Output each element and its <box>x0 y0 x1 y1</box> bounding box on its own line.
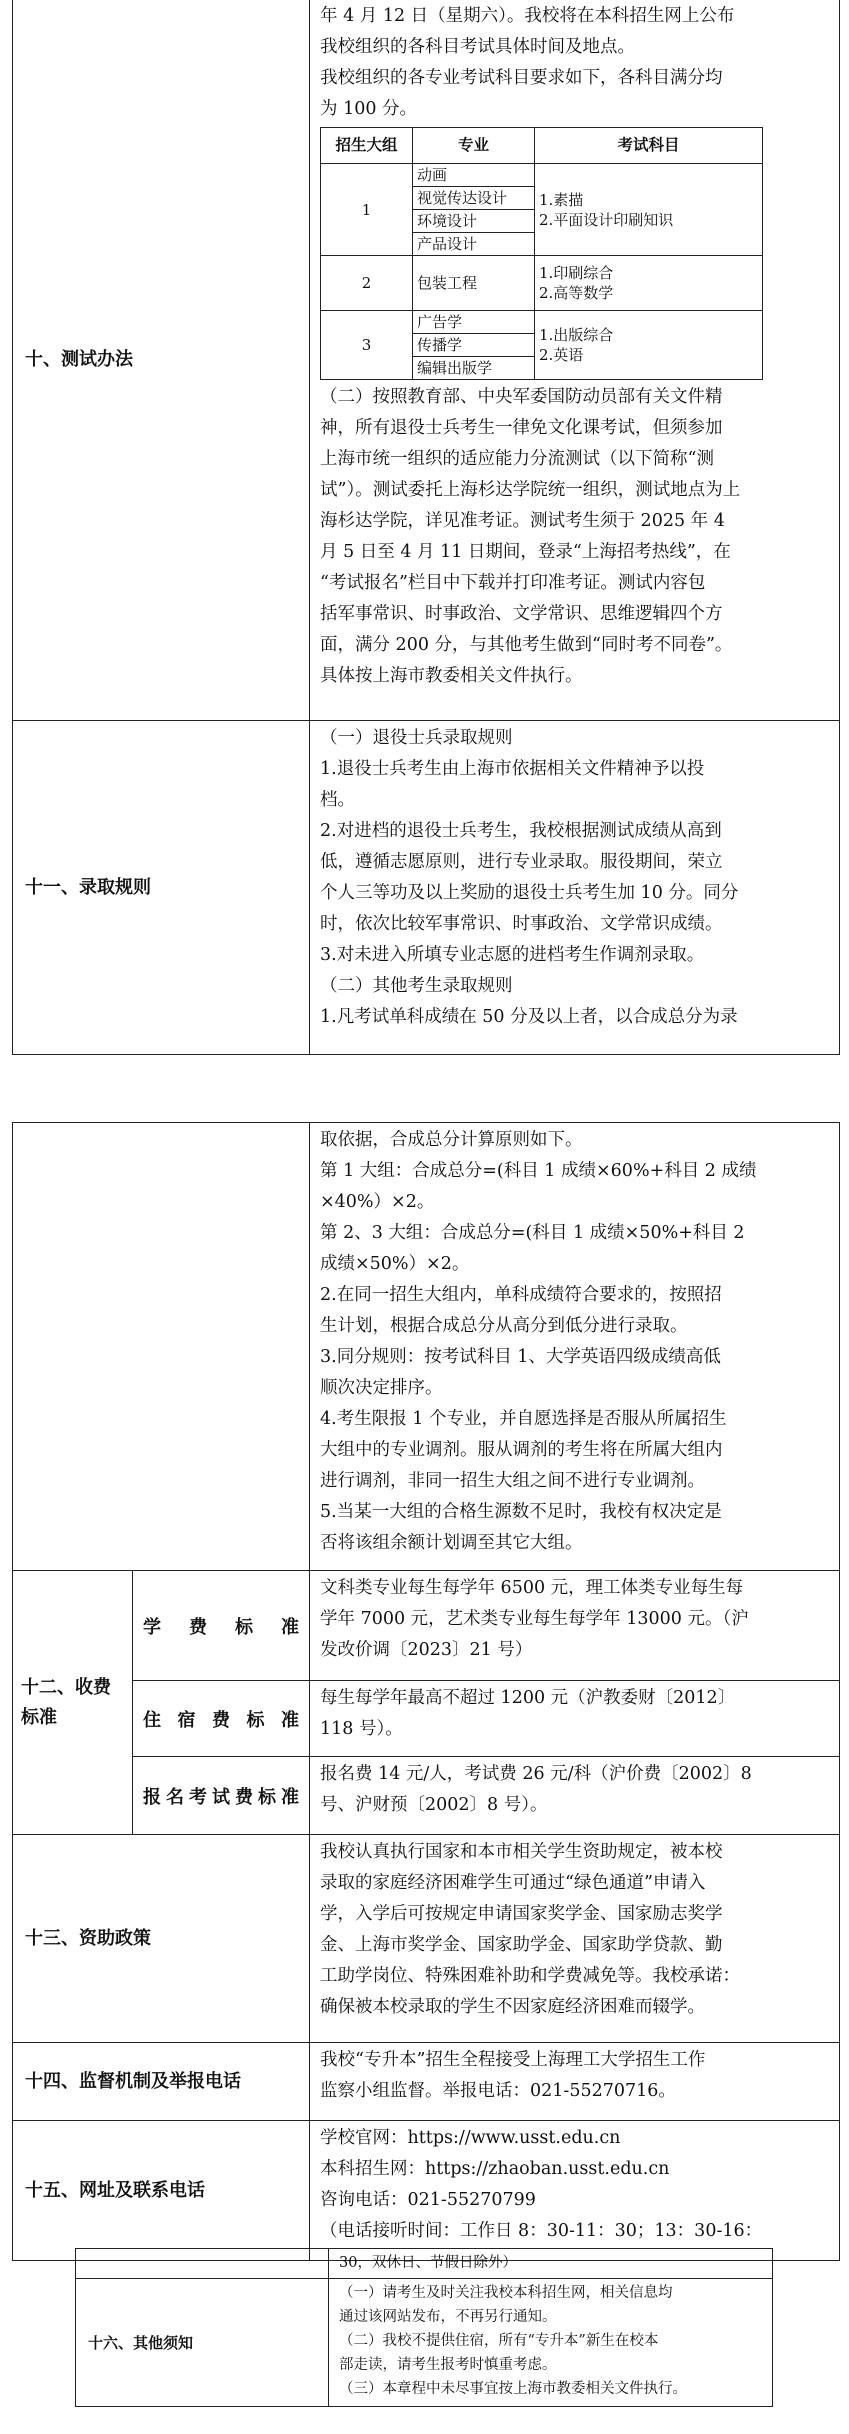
regulation-table-part-2 <box>12 1122 840 2261</box>
text-line: 取依据，合成总分计算原则如下。 <box>320 1130 583 1150</box>
fee-name-char: 费 <box>189 1616 207 1638</box>
section-13-content <box>310 1835 840 2043</box>
header-major: 专业 <box>413 128 535 164</box>
fee-name-char: 准 <box>281 1709 299 1731</box>
text-line: 工助学岗位、特殊困难补助和学费减免等。我校承诺： <box>320 1966 740 1986</box>
text-line: 第 1 大组：合成总分=(科目 1 成绩×60%+科目 2 成绩 <box>320 1161 757 1181</box>
major-name: 传播学 <box>413 334 535 357</box>
section-14-label: 十四、监督机制及举报电话 <box>13 2043 310 2121</box>
text-line: ×40%）×2。 <box>320 1192 435 1212</box>
text-line: 我校组织的各科目考试具体时间及地点。 <box>320 37 635 57</box>
text-line: 年 4 月 12 日（星期六）。我校将在本科招生网上公布 <box>320 6 735 26</box>
text-line: 成绩×50%）×2。 <box>320 1254 470 1274</box>
section-15-continued-row <box>76 2249 773 2279</box>
fee-name-char: 住 <box>143 1709 161 1731</box>
section-10-intro <box>320 1 831 125</box>
exam-subject-table <box>320 127 763 380</box>
text-line: 金、上海市奖学金、国家助学金、国家助学贷款、勤 <box>320 1935 723 1955</box>
text-line: （二）按照教育部、中央军委国防动员部有关文件精 <box>320 387 723 407</box>
text-line: 否将该组余额计划调至其它大组。 <box>320 1533 583 1553</box>
text-line: 低，遵循志愿原则，进行专业录取。服役期间，荣立 <box>320 852 723 872</box>
text-line: （三）本章程中未尽事宜按上海市教委相关文件执行。 <box>339 2381 687 2397</box>
text-line: 学年 7000 元，艺术类专业每生每学年 13000 元。（沪 <box>320 1609 749 1629</box>
text-line: 确保被本校录取的学生不因家庭经济困难而辍学。 <box>320 1997 705 2017</box>
text-line: “考试报名”栏目中下载并打印准考证。测试内容包 <box>320 573 706 593</box>
fee-row-dorm <box>13 1681 840 1757</box>
section-11-continued-row <box>13 1123 840 1571</box>
section-15-label: 十五、网址及联系电话 <box>13 2121 310 2261</box>
fee-row-exam <box>13 1757 840 1835</box>
section-16-content <box>329 2279 773 2407</box>
subject-item: 2.平面设计印刷知识 <box>539 210 674 229</box>
section-11-continued-label <box>13 1123 310 1571</box>
fee-name-char: 宿 <box>177 1709 196 1731</box>
section-10-row <box>13 0 840 721</box>
fee-row-tuition <box>13 1571 840 1681</box>
group-number: 2 <box>321 256 413 311</box>
section-10-label: 十、测试办法 <box>13 0 310 721</box>
text-line: 生计划，根据合成总分从高分到低分进行录取。 <box>320 1316 688 1336</box>
subject-item: 2.高等数学 <box>539 284 614 302</box>
text-line: 1.退役士兵考生由上海市依据相关文件精神予以投 <box>320 759 705 779</box>
section-12-label: 十二、收费 标准 <box>13 1571 133 1835</box>
text-line: 学校官网：https://www.usst.edu.cn <box>320 2128 621 2148</box>
exam-subjects <box>535 164 763 256</box>
text-line: 试”）。测试委托上海杉达学院统一组织，测试地点为上 <box>320 480 741 500</box>
subject-item: 1.出版综合 <box>539 326 614 344</box>
section-16-row <box>76 2279 773 2407</box>
text-line: 个人三等功及以上奖励的退役士兵考生加 10 分。同分 <box>320 883 739 903</box>
exam-subjects <box>535 311 763 380</box>
fee-name-char: 费 <box>212 1709 230 1731</box>
text-line: 3.同分规则：按考试科目 1、大学英语四级成绩高低 <box>320 1347 721 1367</box>
text-line: 文科类专业每生每学年 6500 元，理工体类专业每生每 <box>320 1578 744 1598</box>
fee-name-char: 学 <box>143 1616 161 1638</box>
text-line: 为 100 分。 <box>320 99 418 119</box>
text-line: 报名费 14 元/人，考试费 26 元/科（沪价费〔2002〕8 <box>320 1764 752 1784</box>
text-line: 2.对进档的退役士兵考生，我校根据测试成绩从高到 <box>320 821 722 841</box>
fee-name-char: 报 <box>143 1786 161 1808</box>
text-line: 部走读，请考生报考时慎重考虑。 <box>339 2357 557 2373</box>
subject-item: 1.印刷综合 <box>539 264 614 282</box>
text-line: 1.凡考试单科成绩在 50 分及以上者，以合成总分为录 <box>320 1007 738 1027</box>
major-name: 广告学 <box>413 311 535 334</box>
fee-name-char: 名 <box>166 1786 184 1808</box>
text-line: 时，依次比较军事常识、时事政治、文学常识成绩。 <box>320 914 723 934</box>
text-line: 我校“专升本”招生全程接受上海理工大学招生工作 <box>320 2050 706 2070</box>
fee-value-tuition <box>310 1571 840 1681</box>
header-subjects: 考试科目 <box>535 128 763 164</box>
text-line: 海杉达学院，详见准考证。测试考生须于 2025 年 4 <box>320 511 725 531</box>
fee-name-char: 准 <box>281 1616 299 1638</box>
section-10-veterans <box>320 382 831 692</box>
exam-subject-row <box>321 311 763 334</box>
exam-subject-header <box>321 128 763 164</box>
text-line: 上海市统一组织的适应能力分流测试（以下简称“测 <box>320 449 714 469</box>
text-line: 进行调剂，非同一招生大组之间不进行专业调剂。 <box>320 1471 705 1491</box>
fee-name-char: 考 <box>189 1786 207 1808</box>
section-13-label: 十三、资助政策 <box>13 1835 310 2043</box>
section-11-content <box>310 721 840 1055</box>
section-11-row <box>13 721 840 1055</box>
fee-value-exam <box>310 1757 840 1835</box>
fee-name-char: 标 <box>258 1786 276 1808</box>
major-name: 环境设计 <box>413 210 535 233</box>
text-line: 具体按上海市教委相关文件执行。 <box>320 666 583 686</box>
group-number: 1 <box>321 164 413 256</box>
section-11-continued-content <box>310 1123 840 1571</box>
major-name: 包装工程 <box>413 256 535 311</box>
text-line: （一）请考生及时关注我校本科招生网，相关信息均 <box>339 2285 673 2301</box>
section-11-label: 十一、录取规则 <box>13 721 310 1055</box>
text-line: 顺次决定排序。 <box>320 1378 443 1398</box>
text-line: 118 号）。 <box>320 1719 403 1739</box>
section-14-content <box>310 2043 840 2121</box>
text-line: 发改价调〔2023〕21 号） <box>320 1640 533 1660</box>
text-line: 面，满分 200 分，与其他考生做到“同时考不同卷”。 <box>320 635 733 655</box>
text-line: 月 5 日至 4 月 11 日期间，登录“上海招考热线”，在 <box>320 542 731 562</box>
subject-item: 2.英语 <box>539 346 584 364</box>
exam-subject-row <box>321 164 763 187</box>
text-line: 大组中的专业调剂。服从调剂的考生将在所属大组内 <box>320 1440 723 1460</box>
section-10-content <box>310 0 840 721</box>
text-line: 我校认真执行国家和本市相关学生资助规定，被本校 <box>320 1842 723 1862</box>
major-name: 产品设计 <box>413 233 535 256</box>
text-line: 档。 <box>320 790 355 810</box>
text-line: 5.当某一大组的合格生源数不足时，我校有权决定是 <box>320 1502 722 1522</box>
text-line: 2.在同一招生大组内，单科成绩符合要求的，按照招 <box>320 1285 722 1305</box>
section-13-row <box>13 1835 840 2043</box>
major-name: 动画 <box>413 164 535 187</box>
fee-name-dorm <box>133 1681 310 1757</box>
text-line: 学，入学后可按规定申请国家奖学金、国家励志奖学 <box>320 1904 723 1924</box>
text-line: 录取的家庭经济困难学生可通过“绿色通道”申请入 <box>320 1873 706 1893</box>
text-line: （二）我校不提供住宿，所有“专升本”新生在校本 <box>339 2333 659 2349</box>
text-line: 我校组织的各专业考试科目要求如下，各科目满分均 <box>320 68 723 88</box>
regulation-table-part-1 <box>12 0 840 1055</box>
section-15-continued-label <box>76 2249 329 2279</box>
text-line: 括军事常识、时事政治、文学常识、思维逻辑四个方 <box>320 604 723 624</box>
section-14-row <box>13 2043 840 2121</box>
text-line: 号、沪财预〔2002〕8 号）。 <box>320 1795 548 1815</box>
fee-name-char: 费 <box>235 1786 253 1808</box>
text-line: （电话接听时间：工作日 8：30-11：30；13：30-16： <box>320 2221 763 2241</box>
text-line: 本科招生网：https://zhaoban.usst.edu.cn <box>320 2159 670 2179</box>
fee-name-char: 标 <box>235 1616 253 1638</box>
text-line: 4.考生限报 1 个专业，并自愿选择是否服从所属招生 <box>320 1409 727 1429</box>
fee-name-exam <box>133 1757 310 1835</box>
group-number: 3 <box>321 311 413 380</box>
fee-name-char: 试 <box>212 1786 230 1808</box>
fee-name-tuition <box>133 1571 310 1681</box>
exam-subject-row <box>321 256 763 311</box>
text-line: 第 2、3 大组：合成总分=(科目 1 成绩×50%+科目 2 <box>320 1223 745 1243</box>
major-name: 视觉传达设计 <box>413 187 535 210</box>
text-line: 神，所有退役士兵考生一律免文化课考试，但须参加 <box>320 418 723 438</box>
section-15-row <box>13 2121 840 2261</box>
text-line: 监察小组监督。举报电话：021-55270716。 <box>320 2081 676 2101</box>
section-16-label: 十六、其他须知 <box>76 2279 329 2407</box>
text-line: 通过该网站发布，不再另行通知。 <box>339 2309 557 2325</box>
exam-subjects <box>535 256 763 311</box>
fee-name-char: 标 <box>246 1709 265 1731</box>
text-line: 咨询电话：021-55270799 <box>320 2190 536 2210</box>
text-line: 3.对未进入所填专业志愿的进档考生作调剂录取。 <box>320 945 705 965</box>
regulation-table-part-3 <box>75 2248 773 2407</box>
subject-item: 1.素描 <box>539 190 584 209</box>
section-15-content <box>310 2121 840 2261</box>
text-line: （二）其他考生录取规则 <box>320 976 513 996</box>
text-line: 每生每学年最高不超过 1200 元（沪教委财〔2012〕 <box>320 1688 736 1708</box>
fee-name-char: 准 <box>281 1786 299 1808</box>
header-group: 招生大组 <box>321 128 413 164</box>
section-15-continued-content: 30，双休日、节假日除外） <box>329 2249 773 2279</box>
text-line: （一）退役士兵录取规则 <box>320 728 513 748</box>
fee-value-dorm <box>310 1681 840 1757</box>
major-name: 编辑出版学 <box>413 357 535 380</box>
